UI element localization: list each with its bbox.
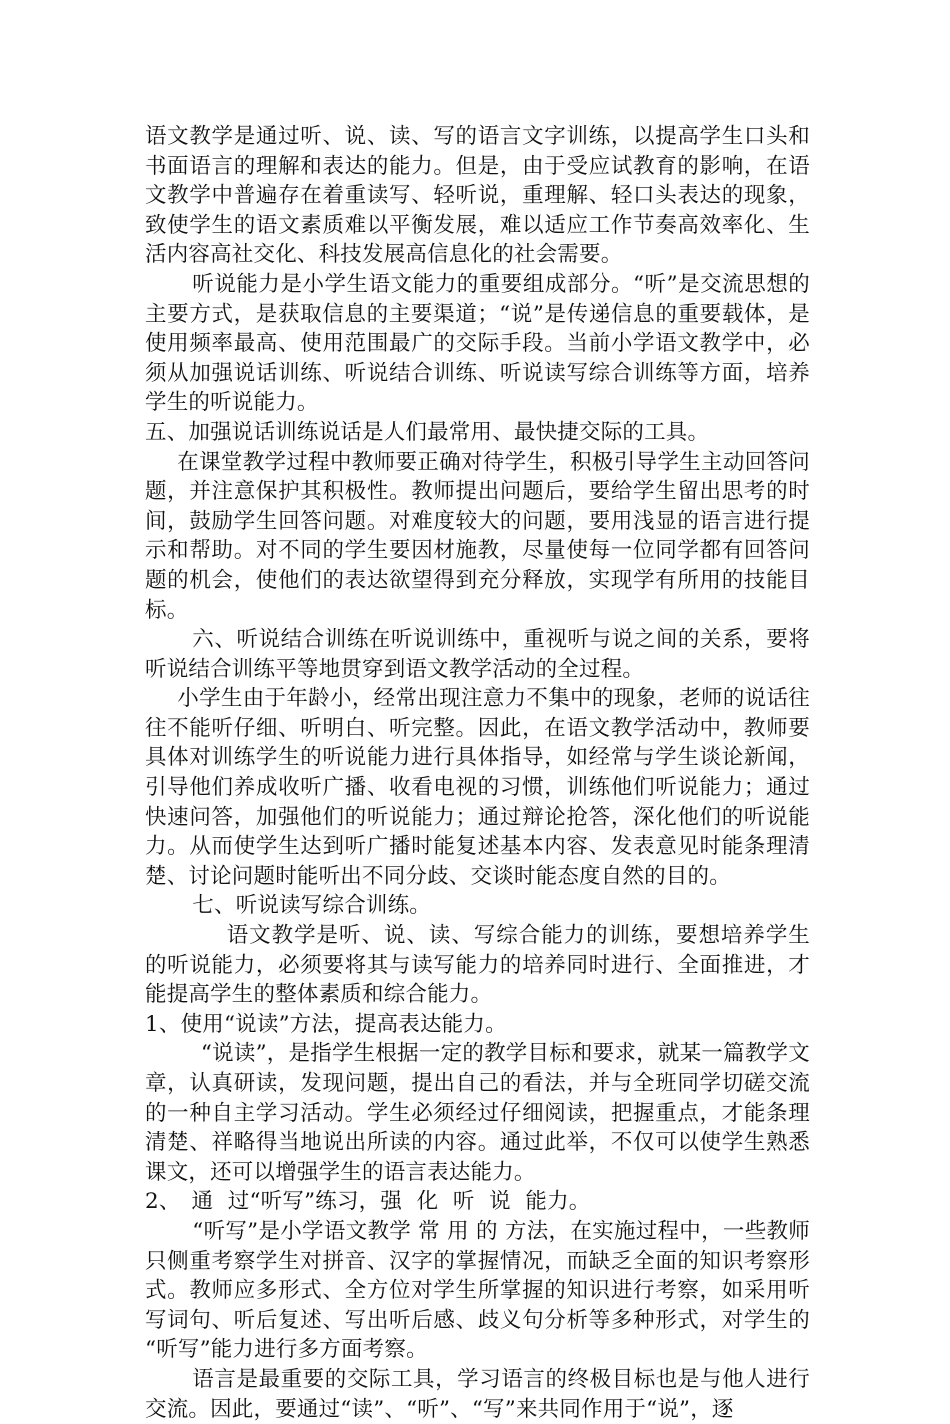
section-heading-5: 五、加强说话训练说话是人们最常用、最快捷交际的工具。 (145, 419, 710, 445)
section-heading-6: 六、听说结合训练在听说训练中，重视听与说之间的关系，要将听说结合训练平等地贯穿到语文教学活动的全过程。 (145, 627, 810, 682)
paragraph-pupils: 小学生由于年龄小，经常出现注意力不集中的现象，老师的说话往往不能听仔细、听明白、听完整。因此，在语文教学活动中，教师要具体对训练学生的听说能力进行具体指导，如经常与学生谈论新闻，引导他们养成收听广播、收看电视的习惯，训练他们听说能力；通过快速问答，加强他们的听说能力；通过辩论抢答，深化他们的听说能力。从而使学生达到听广播时能复述基本内容、发表意见时能条理清楚、讨论问题时能听出不同分歧、交谈时能态度自然的目的。 (145, 686, 810, 889)
paragraph-tingxie: “听写”是小学语文教学 常 用 的 方法，在实施过程中，一些教师只侧重考察学生对拼音、汉字的掌握情况，而缺乏全面的知识考察形式。教师应多形式、全方位对学生所掌握的知识进行考察，如采用听写词句、听后复述、写出听后感、歧义句分析等多种形式，对学生的 “听写”能力进行多方面考察。 (145, 1218, 810, 1363)
document-body (145, 122, 810, 1424)
paragraph-language: 语言是最重要的交际工具，学习语言的终极目标也是与他人进行交流。因此，要通过“读”、“听”、“写”来共同作用于“说”，逐 (145, 1366, 810, 1422)
subheading-1: 1、使用“说读”方法，提高表达能力。 (145, 1011, 507, 1037)
subheading-2: 2、 通 过“听写”练习，强 化 听 说 能力。 (145, 1189, 591, 1215)
paragraph-comprehensive: 语文教学是听、说、读、写综合能力的训练，要想培养学生的听说能力，必须要将其与读写能力的培养同时进行、全面推进，才能提高学生的整体素质和综合能力。 (145, 923, 810, 1008)
paragraph-intro: 语文教学是通过听、说、读、写的语言文字训练，以提高学生口头和书面语言的理解和表达的能力。但是，由于受应试教育的影响，在语文教学中普遍存在着重读写、轻听说，重理解、轻口头表达的现象，致使学生的语文素质难以平衡发展，难以适应工作节奏高效率化、生活内容高社交化、科技发展高信息化的社会需要。 (145, 124, 810, 268)
paragraph-shuodu: “说读”，是指学生根据一定的教学目标和要求，就某一篇教学文章，认真研读，发现问题，提出自己的看法，并与全班同学切磋交流的一种自主学习活动。学生必须经过仔细阅读，把握重点，才能条理清楚、祥略得当地说出所读的内容。通过此举，不仅可以使学生熟悉课文，还可以增强学生的语言表达能力。 (145, 1041, 810, 1185)
paragraph-classroom: 在课堂教学过程中教师要正确对待学生，积极引导学生主动回答问题，并注意保护其积极性。教师提出问题后，要给学生留出思考的时间，鼓励学生回答问题。对难度较大的问题，要用浅显的语言进行提示和帮助。对不同的学生要因材施教，尽量使每一位同学都有回答问题的机会，使他们的表达欲望得到充分释放，实现学有所用的技能目标。 (145, 449, 810, 623)
paragraph-listening-speaking: 听说能力是小学生语文能力的重要组成部分。“听”是交流思想的主要方式，是获取信息的主要渠道；“说”是传递信息的重要载体，是使用频率最高、使用范围最广的交际手段。当前小学语文教学中，必须从加强说话训练、听说结合训练、听说读写综合训练等方面，培养学生的听说能力。 (145, 271, 810, 416)
section-heading-7: 七、听说读写综合训练。 (192, 893, 431, 919)
